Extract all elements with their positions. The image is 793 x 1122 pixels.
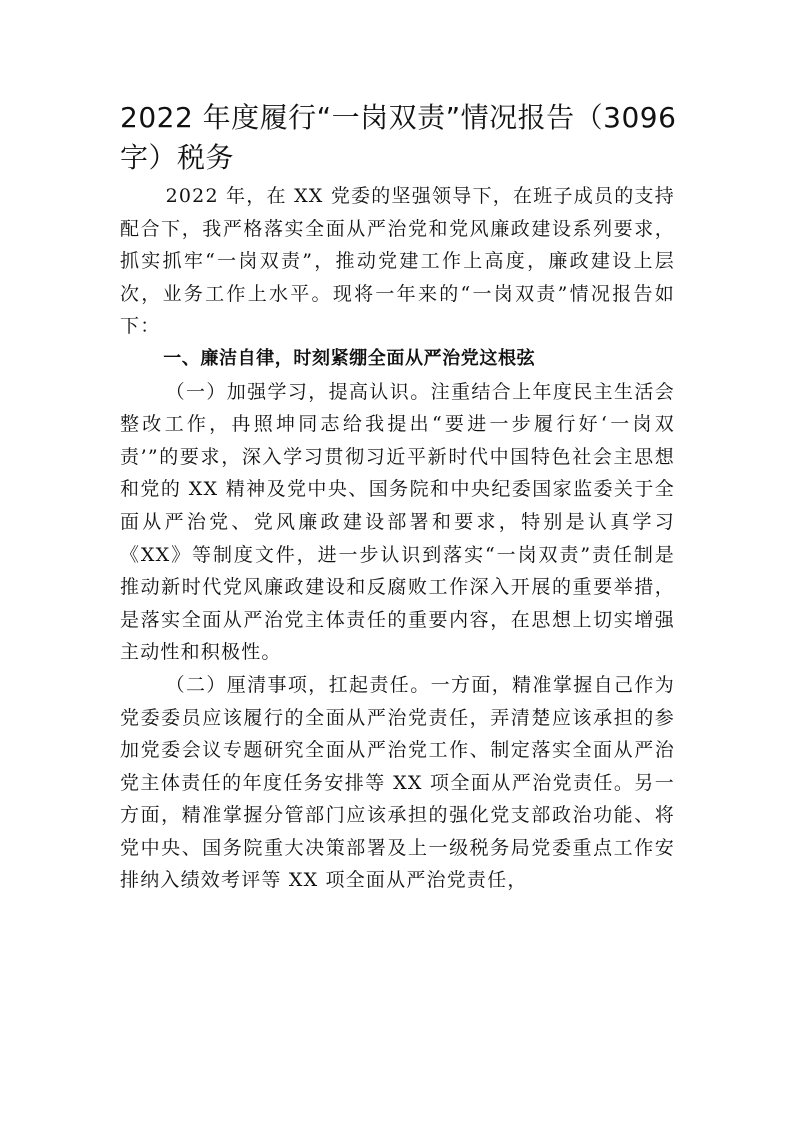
document-body [120,180,675,897]
subsection-paragraph-2: （二）厘清事项，扛起责任。一方面，精准掌握自己作为党委委员应该履行的全面从严治党责任，弄清楚应该承担的参加党委会议专题研究全面从严治党工作、制定落实全面从严治党主体责任的年度任务安排等 XX 项全面从严治党责任。另一方面，精准掌握分管部门应该承担的强化党支部政治功能、将党中央、国务院重大决策部署及上一级税务局党委重点工作安排纳入绩效考评等 XX 项全面从严治党责任， [120,673,675,892]
section-heading-1: 一、廉洁自律，时刻紧绷全面从严治党这根弦 [163,347,536,369]
document-title: 2022 年度履行“一岗双责”情况报告（3096 字）税务 [120,101,677,174]
subsection-paragraph-1: （一）加强学习，提高认识。注重结合上年度民主生活会整改工作，冉照坤同志给我提出“要进一步履行好‘一岗双责’”的要求，深入学习贯彻习近平新时代中国特色社会主思想和党的 XX 精神及党中央、国务院和中央纪委国家监委关于全面从严治党、党风廉政建设部署和要求，特别是认真学习《XX》等制度文件，进一步认识到落实“一岗双责”责任制是推动新时代党风廉政建设和反腐败工作深入开展的重要举措，是落实全面从严治党主体责任的重要内容，在思想上切实增强主动性和积极性。 [120,380,675,664]
intro-paragraph: 2022 年，在 XX 党委的坚强领导下，在班子成员的支持配合下，我严格落实全面从严治党和党风廉政建设系列要求，抓实抓牢“一岗双责”，推动党建工作上高度，廉政建设上层次，业务工作上水平。现将一年来的“一岗双责”情况报告如下： [120,185,675,338]
